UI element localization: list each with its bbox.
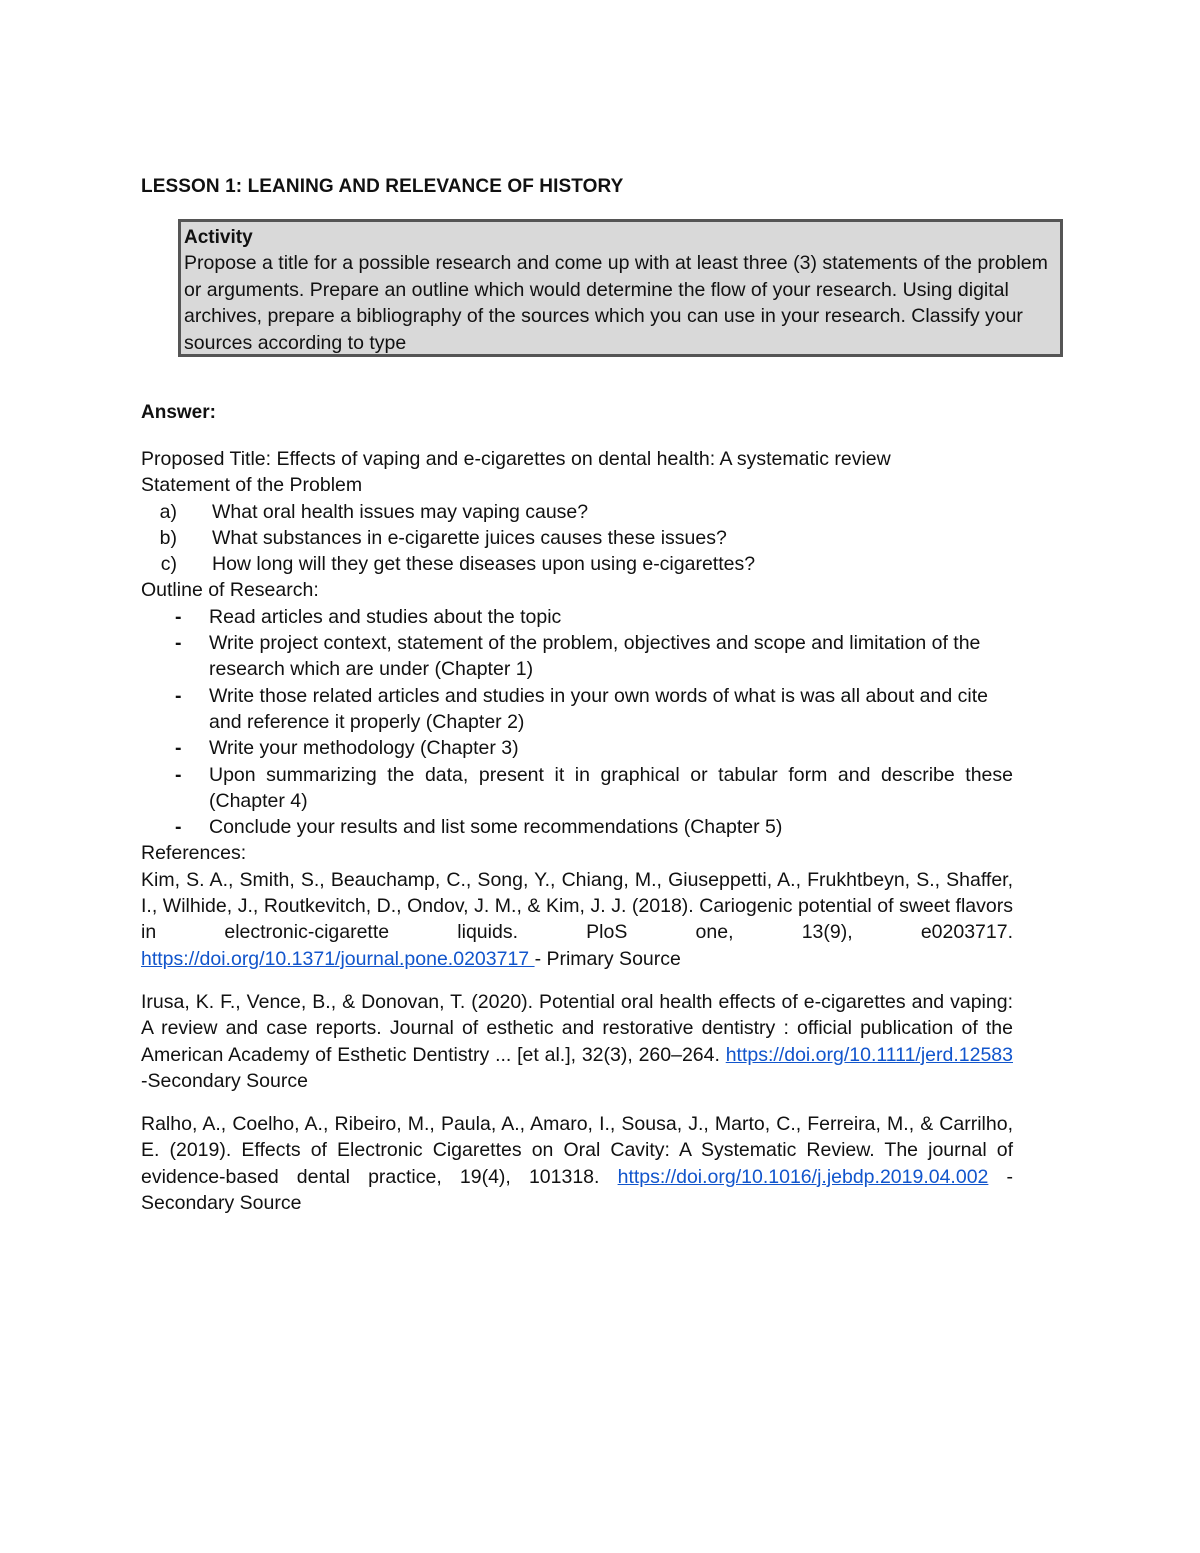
list-item-text: How long will they get these diseases upon using e-cigarettes? xyxy=(212,553,756,576)
list-item-text: Write those related articles and studies in your own words of what is was all about and cite and reference it properly (Chapter 2) xyxy=(209,684,988,733)
problem-heading: Statement of the Problem xyxy=(141,474,363,497)
reference-link[interactable]: https://doi.org/10.1371/journal.pone.0203717 xyxy=(141,947,535,970)
reference-source-type: - Primary Source xyxy=(534,947,681,970)
list-item-text: Upon summarizing the data, present it in graphical or tabular form and describe these (Chapter 4) xyxy=(209,763,1013,812)
list-item-text: Conclude your results and list some recommendations (Chapter 5) xyxy=(209,816,783,839)
reference-entry xyxy=(141,989,1013,1094)
list-item xyxy=(141,604,1013,630)
list-marker: - xyxy=(175,605,182,628)
answer-label: Answer: xyxy=(141,402,216,423)
activity-heading: Activity xyxy=(184,227,253,248)
list-marker: - xyxy=(175,816,182,839)
list-item-text: What oral health issues may vaping cause? xyxy=(212,500,589,523)
reference-entry xyxy=(141,1111,1013,1216)
outline-heading: Outline of Research: xyxy=(141,579,319,602)
reference-citation: Irusa, K. F., Vence, B., & Donovan, T. (2020). Potential oral health effects of e-cigarettes and vaping: A review and case reports. Journal of esthetic and restorative dentistry : official publication of the American Academy of Esthetic Dentistry ... [et al.], 32(3), 260–264. xyxy=(141,990,1013,1066)
list-item xyxy=(141,499,1013,525)
outline-list xyxy=(141,604,1013,841)
reference-source-type: -Secondary Source xyxy=(141,1165,1014,1215)
reference-source-type: -Secondary Source xyxy=(141,1069,308,1092)
list-item xyxy=(141,630,1013,683)
reference-link[interactable]: https://doi.org/10.1016/j.jebdp.2019.04.002 xyxy=(617,1165,989,1188)
list-marker: - xyxy=(175,684,182,707)
list-item xyxy=(141,762,1013,815)
list-item xyxy=(141,735,1013,761)
list-item-text: What substances in e-cigarette juices causes these issues? xyxy=(212,526,727,549)
list-marker: - xyxy=(175,737,182,760)
reference-citation: Ralho, A., Coelho, A., Ribeiro, M., Paula, A., Amaro, I., Sousa, J., Marto, C., Ferreira, M., & Carrilho, E. (2019). Effects of Electronic Cigarettes on Oral Cavity: A Systematic Review. The journal of evidence-based dental practice, 19(4), 101318. xyxy=(141,1113,1013,1188)
activity-instructions: Propose a title for a possible research and come up with at least three (3) statements of the problem or arguments. Prepare an outline which would determine the flow of your research. Using digital archives, prepare a bibliography of the sources which you can use in your research. Classify your sources according to type xyxy=(184,252,1048,354)
list-item xyxy=(141,525,1013,551)
reference-entry xyxy=(141,867,1013,972)
lesson-title: LESSON 1: LEANING AND RELEVANCE OF HISTORY xyxy=(141,176,624,197)
problem-list xyxy=(141,499,1013,578)
references-heading: References: xyxy=(141,842,247,865)
reference-link[interactable]: https://doi.org/10.1111/jerd.12583 xyxy=(725,1043,1013,1066)
list-marker: - xyxy=(175,632,182,655)
list-marker: a) xyxy=(159,500,177,523)
list-item-text: Write project context, statement of the problem, objectives and scope and limitation of the research which are under (Chapter 1) xyxy=(209,632,981,681)
list-item xyxy=(141,683,1013,736)
answer-content xyxy=(141,446,1013,1216)
list-marker: c) xyxy=(160,553,177,576)
list-marker: b) xyxy=(159,526,177,549)
list-item xyxy=(141,551,1013,577)
list-item-text: Read articles and studies about the topic xyxy=(209,605,562,628)
activity-box xyxy=(178,219,1063,357)
reference-citation: Kim, S. A., Smith, S., Beauchamp, C., Song, Y., Chiang, M., Giuseppetti, A., Frukhtbeyn, S., Shaffer, I., Wilhide, J., Routkevitch, D., Ondov, J. M., & Kim, J. J. (2018). Cariogenic potential of sweet flavors in electronic-cigarette liquids. PloS one, 13(9), e0203717. xyxy=(141,868,1013,944)
list-item-text: Write your methodology (Chapter 3) xyxy=(209,737,519,760)
list-item xyxy=(141,814,1013,840)
list-marker: - xyxy=(175,763,182,786)
proposed-title: Proposed Title: Effects of vaping and e-cigarettes on dental health: A systematic review xyxy=(141,448,891,470)
